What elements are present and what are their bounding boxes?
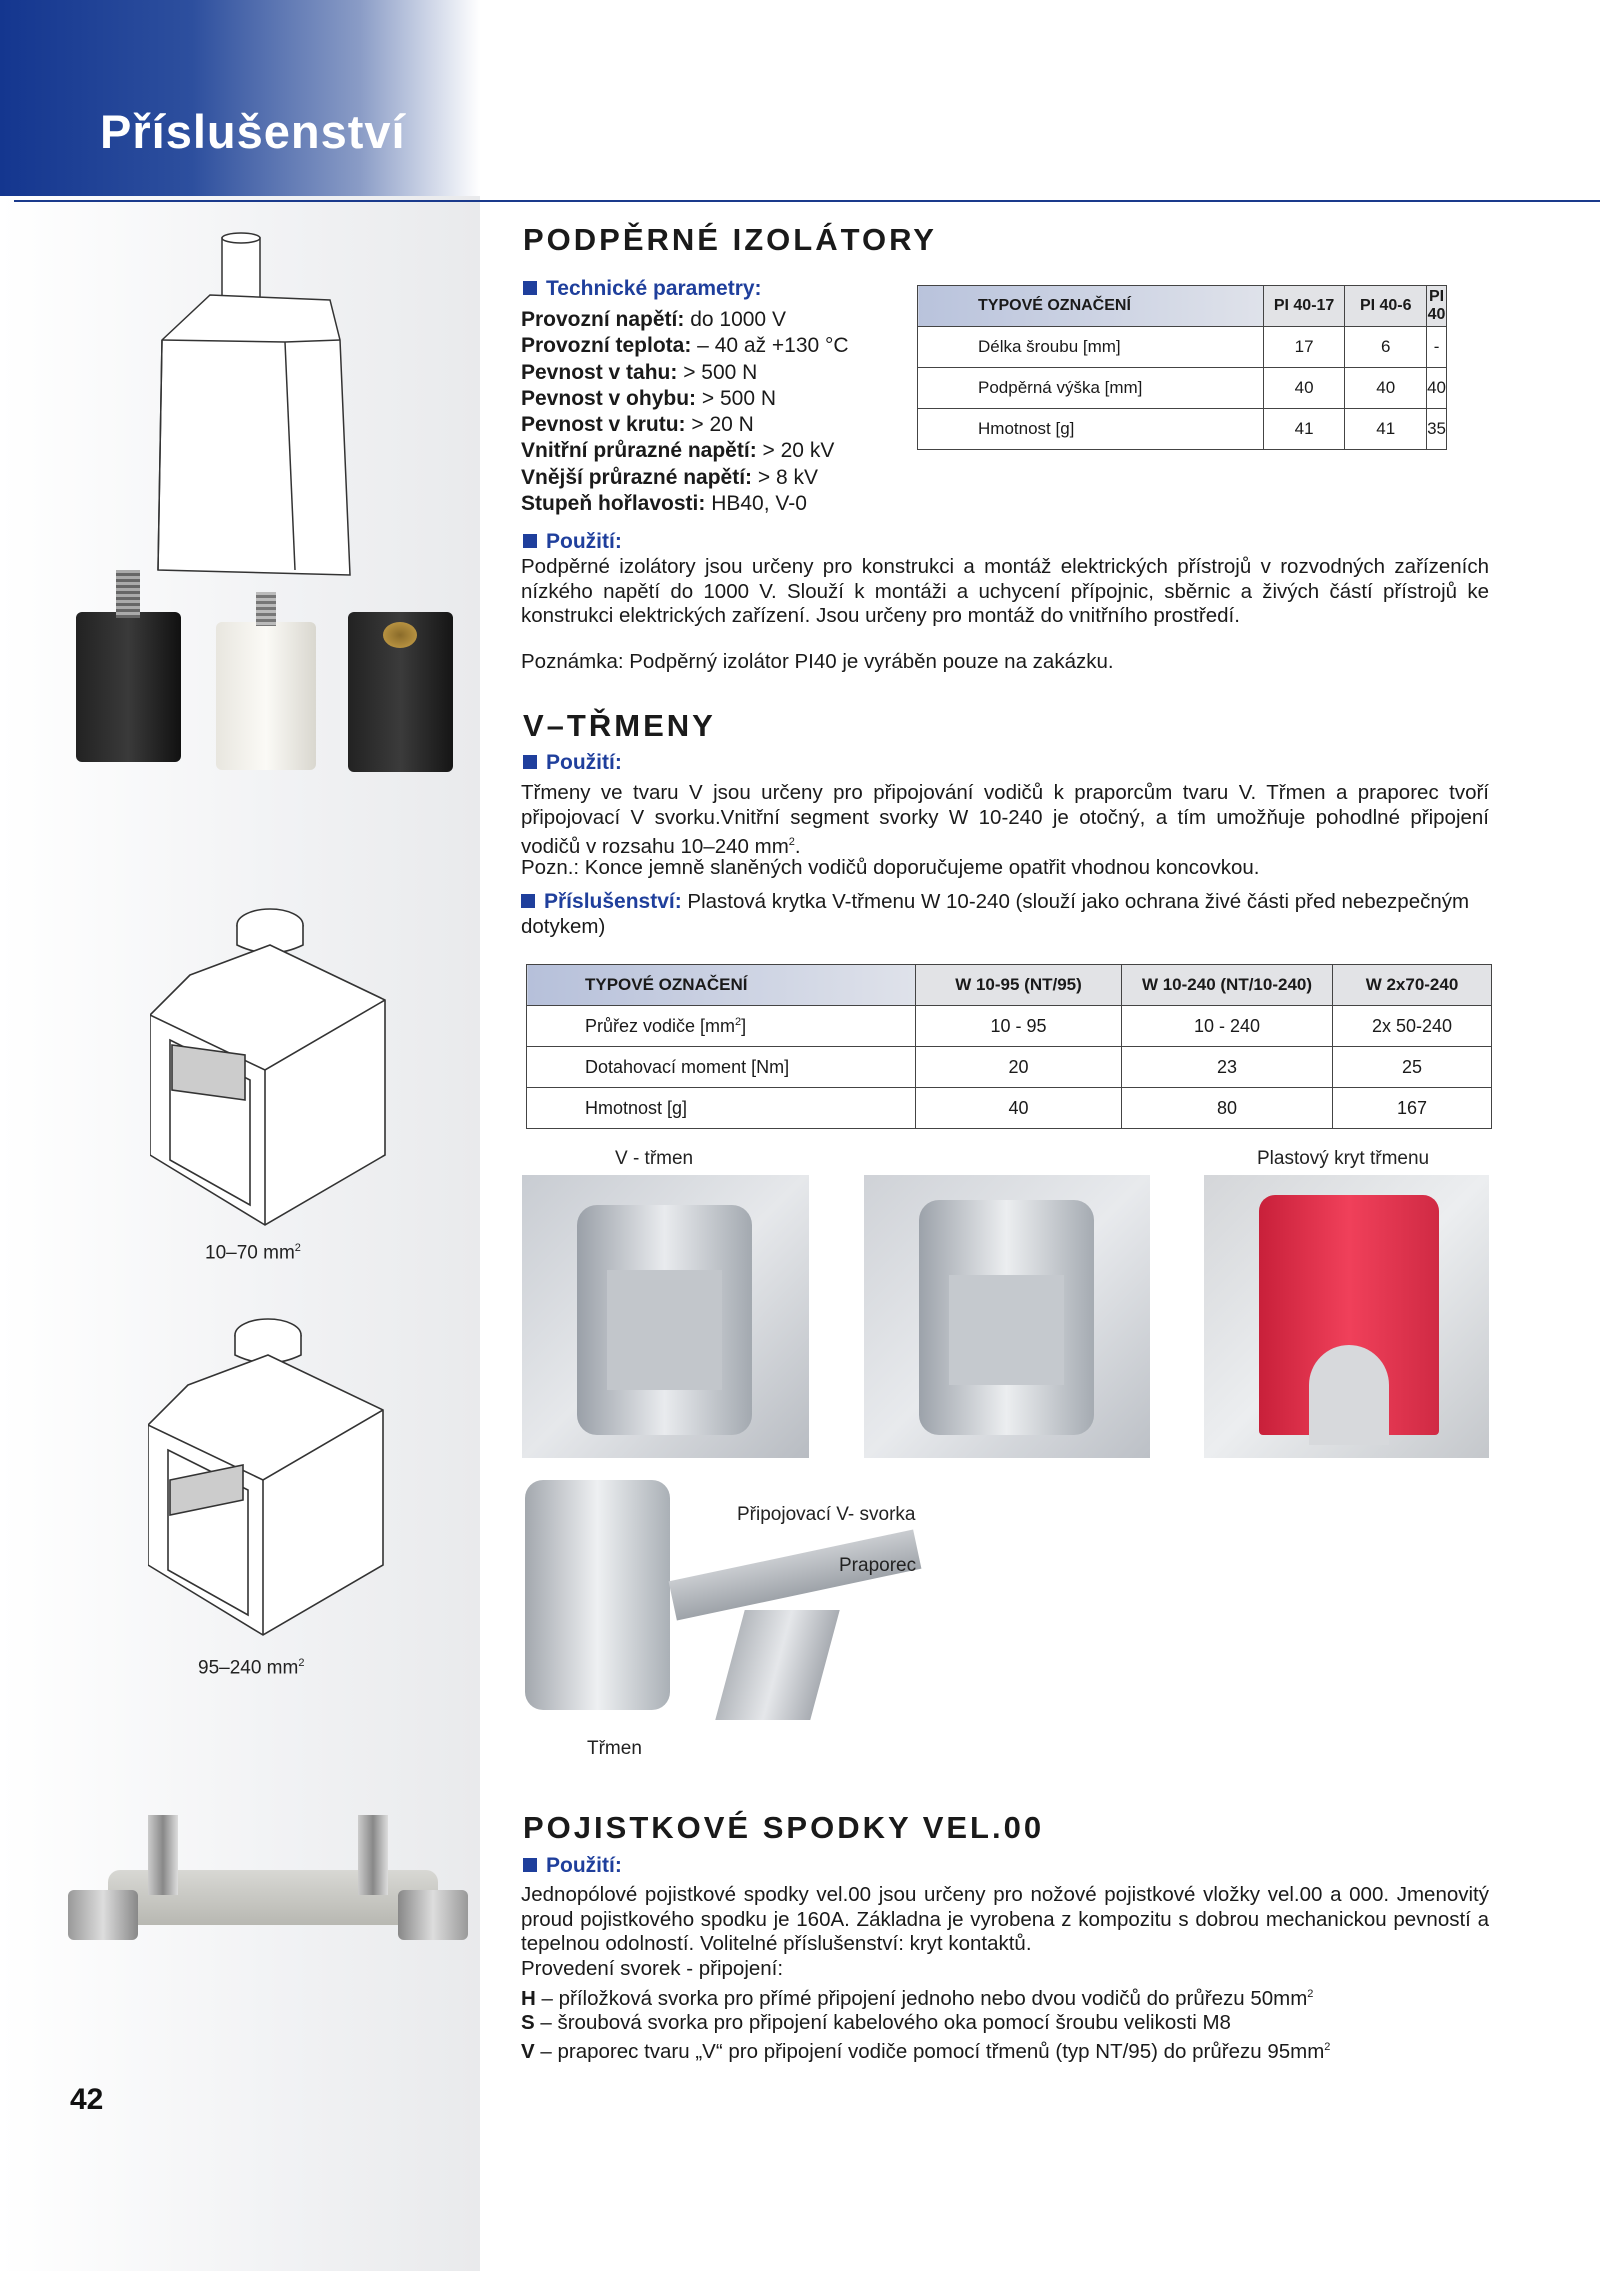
table-cell: 40 [916,1088,1122,1129]
use-text-insulators: Podpěrné izolátory jsou určeny pro konstrukci a montáž elektrických přístrojů v rozvodných zařízeních nízkého napětí do 1000 V. Slouží k montáži a uchycení přípojnic, sběrnic a živých částí přístrojů ke konstrukci elektrických zařízení. Jsou určeny pro montáž do vnitřního prostředí. [521,555,1489,627]
bullet-square-icon [523,281,537,295]
table-header-cell: PI 40 [1427,286,1447,327]
table-row [527,1006,1492,1047]
size-caption-95-240: 95–240 $mm^2$ [198,1657,305,1679]
params-list [521,307,849,517]
fuse-contact-right [358,1815,388,1895]
plastic-cover-photo [1204,1175,1489,1458]
insulator-note: Poznámka: Podpěrný izolátor PI40 je vyráběn pouze na zakázku. [521,650,1114,673]
table-row [918,368,1447,409]
table-header-cell: W 10-95 (NT/95) [916,965,1122,1006]
bullet-square-icon [523,534,537,548]
terminal-left [68,1890,138,1940]
accessories-heading: Příslušenství: [521,890,682,913]
table-header-cell: W 2x70-240 [1333,965,1492,1006]
table-header-cell: TYPOVÉ OZNAČENÍ [527,965,916,1006]
size-caption-10-70: 10–70 $mm^2$ [205,1242,301,1264]
page-title: Příslušenství [100,105,406,158]
table-cell: 40 [1427,368,1447,409]
table-cell: 41 [1345,409,1427,450]
page-number: 42 [70,2083,104,2116]
caption-praporec: Praporec [839,1555,917,1576]
black-insulator-photo [76,612,181,762]
terminal-variant-h: H – příložková svorka pro přímé připojení jednoho nebo dvou vodičů do průřezu $50mm^2$ [521,1986,1314,2010]
table-header-row [918,286,1447,327]
white-insulator-photo [216,622,316,770]
bullet-square-icon [523,1858,537,1872]
tremen-body [525,1480,670,1710]
bolt-icon [116,570,140,618]
param-row: Vnitřní průrazné napětí: > 20 kV [521,439,835,463]
param-row: Stupeň hořlavosti: HB40, V-0 [521,492,807,516]
red-cover-arch [1309,1345,1389,1445]
v-clamp-photo-1 [522,1175,809,1458]
table-cell: 23 [1122,1047,1333,1088]
caption-v-svorka: Připojovací V- svorka [737,1504,916,1525]
caption-v-tremen: V - třmen [615,1148,694,1169]
v-clamps-note: Pozn.: Konce jemně slaněných vodičů doporučujeme opatřit vhodnou koncovkou. [521,856,1260,879]
v-clamp-spec-table [526,964,1492,1129]
table-cell: - [1427,327,1447,368]
table-cell: Podpěrná výška [mm] [918,368,1264,409]
v-clamp-photo-2 [864,1175,1150,1458]
table-header-cell: W 10-240 (NT/10-240) [1122,965,1333,1006]
use-heading-v-clamps: Použití: [523,751,622,775]
table-row [918,327,1447,368]
table-header-cell: TYPOVÉ OZNAČENÍ [918,286,1264,327]
terminal-variants [521,1957,1489,2065]
nut-icon [383,622,417,648]
table-row [527,1047,1492,1088]
use-text-v-clamps: Třmeny ve tvaru V jsou určeny pro připojování vodičů k praporcům tvaru V. Třmen a praporec tvoří připojovací V svorku.Vnitřní segment svorky W 10-240 je otočný, a tím umožňuje pohodlné připojení vodičů v rozsahu 10–240 $mm^2$. [521,781,1489,858]
caption-tremen: Třmen [587,1738,642,1759]
section-title-insulators: PODPĚRNÉ IZOLÁTORY [523,222,937,257]
clamp-drawing-small [150,905,400,1235]
terminal-right [398,1890,468,1940]
clamp-window [949,1275,1064,1385]
terminal-variant-v: V – praporec tvaru „V“ pro připojení vodiče pomocí třmenů (typ NT/95) do průřezu $95mm^2$ [521,2040,1331,2064]
table-cell: Dotahovací moment [Nm] [527,1047,916,1088]
param-row: Pevnost v tahu: > 500 N [521,360,758,384]
table-cell: Hmotnost [g] [918,409,1264,450]
param-row: Vnější průrazné napětí: > 8 kV [521,465,819,489]
table-cell: 41 [1263,409,1345,450]
table-header-cell: PI 40-17 [1263,286,1345,327]
table-cell: Délka šroubu [mm] [918,327,1264,368]
use-heading-insulators: Použití: [523,530,622,554]
insulator-spec-table [917,285,1447,450]
table-cell: 2x 50-240 [1333,1006,1492,1047]
section-title-fuse-bases: POJISTKOVÉ SPODKY VEL.00 [523,1810,1045,1845]
terminal-variants-heading: Provedení svorek - připojení: [521,1957,784,1980]
clamp-drawing-large [148,1315,398,1645]
header-band [0,0,480,196]
param-row: Pevnost v ohybu: > 500 N [521,386,777,410]
table-cell: 80 [1122,1088,1333,1129]
terminal-variant-s: S – šroubová svorka pro připojení kabelového oka pomocí šroubu velikosti M8 [521,2010,1231,2034]
use-heading-fuse-bases: Použití: [523,1854,622,1878]
table-cell: 40 [1263,368,1345,409]
bullet-square-icon [523,755,537,769]
table-cell: 167 [1333,1088,1492,1129]
table-cell: 20 [916,1047,1122,1088]
table-cell: 17 [1263,327,1345,368]
insulator-photos [68,570,458,810]
table-cell: 25 [1333,1047,1492,1088]
table-cell: 6 [1345,327,1427,368]
table-header-cell: PI 40-6 [1345,286,1427,327]
use-text-fuse-bases: Jednopólové pojistkové spodky vel.00 jsou určeny pro nožové pojistkové vložky vel.00 a 000. Jmenovitý proud pojistkového spodku je 160A. Základna je vyrobena z kompozitu s dobrou mechanickou pevností a tepelnou odolností. Volitelné příslušenství: kryt kontaktů. [521,1883,1489,1955]
caption-plastic-cover: Plastový kryt třmenu [1257,1148,1430,1169]
table-cell: 10 - 95 [916,1006,1122,1047]
fuse-base-photo [68,1815,468,1975]
insulator-drawing [150,230,360,590]
bullet-square-icon [521,894,535,908]
header-rule [14,200,1600,202]
table-header-row [527,965,1492,1006]
bolt-icon [256,592,276,626]
table-row [527,1088,1492,1129]
praporec-v [715,1610,839,1720]
table-cell: 10 - 240 [1122,1006,1333,1047]
table-cell: 40 [1345,368,1427,409]
table-row [918,409,1447,450]
clamp-window [607,1270,722,1390]
param-row: Pevnost v krutu: > 20 N [521,413,754,437]
param-row: Provozní napětí: do 1000 V [521,308,786,331]
table-cell: 35 [1427,409,1447,450]
param-row: Provozní teplota: – 40 až +130 °C [521,334,849,358]
table-cell: Hmotnost [g] [527,1088,916,1129]
section-title-v-clamps: V–TŘMENY [523,708,716,743]
params-heading: Technické parametry: [523,277,762,301]
v-clamps-accessories: Příslušenství: Plastová krytka V-třmenu W 10-240 (slouží jako ochrana živé části před nebezpečným dotykem) [521,890,1470,938]
table-cell: Průřez vodiče $[mm^2]$ [527,1006,916,1047]
fuse-contact-left [148,1815,178,1895]
